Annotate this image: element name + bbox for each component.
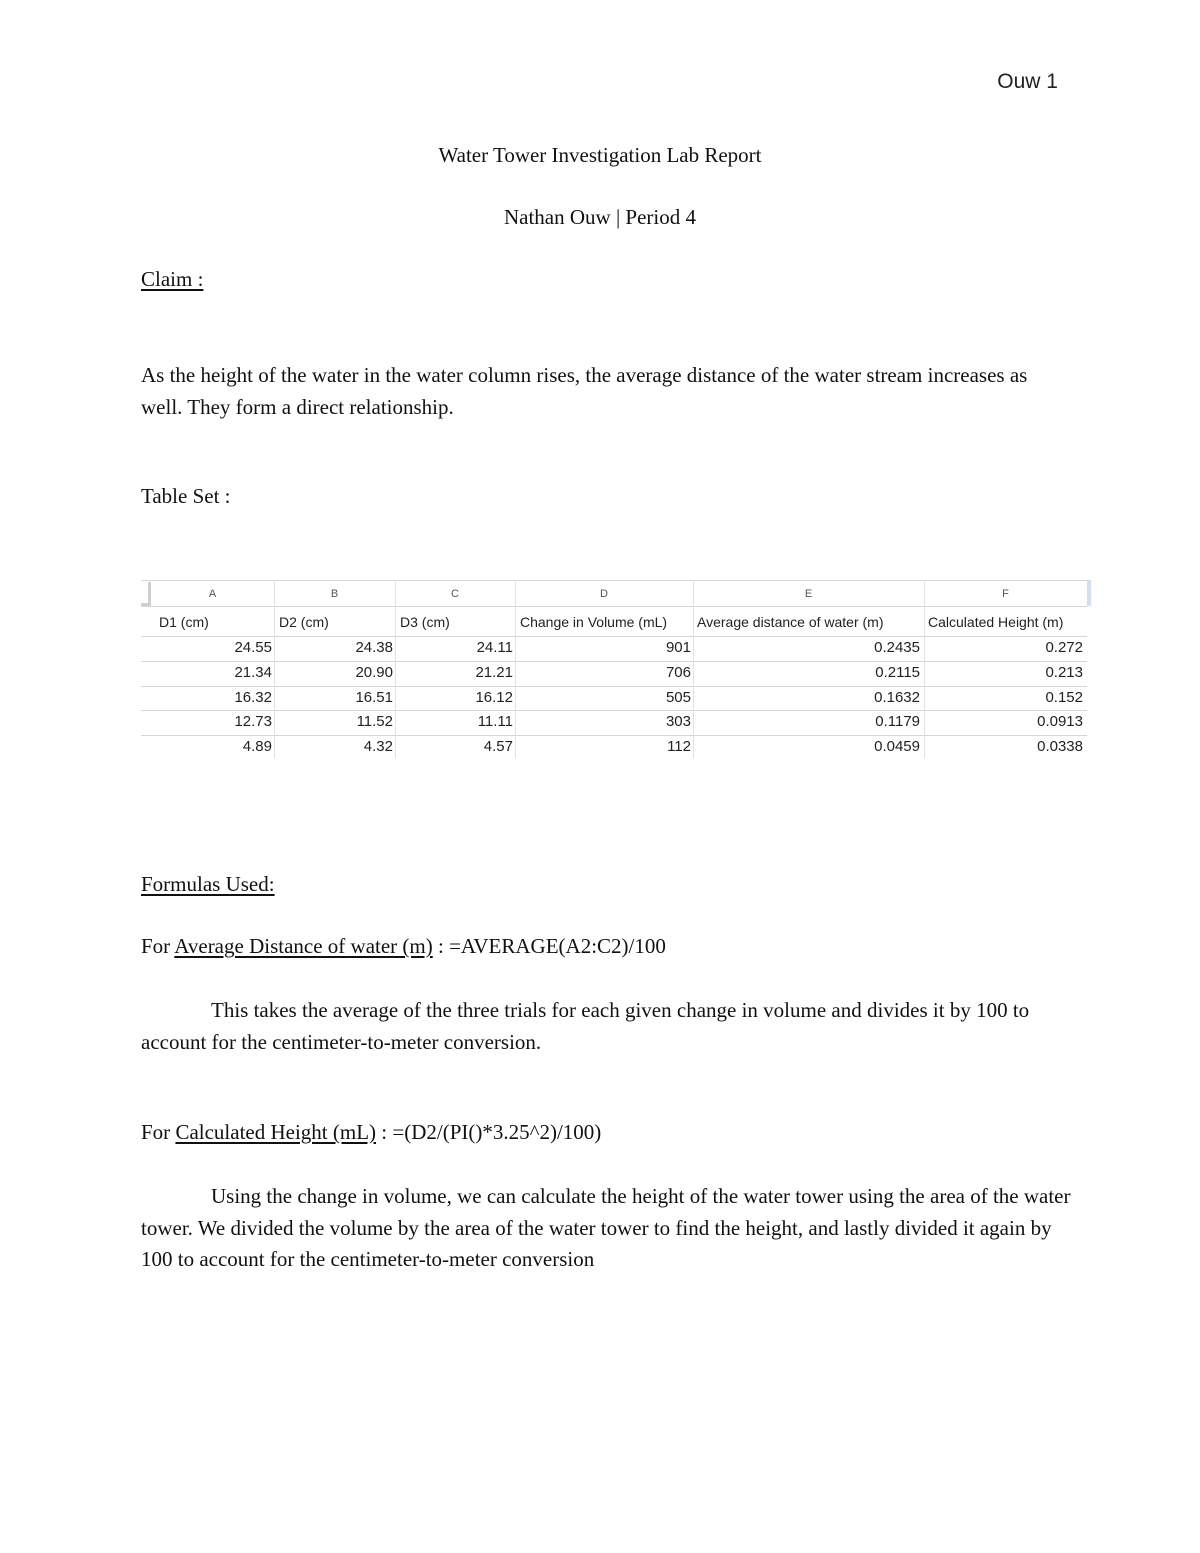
table-cell: 901: [665, 639, 691, 656]
col-header-average-distance: Average distance of water (m): [697, 614, 884, 630]
table-cell: 0.272: [1045, 639, 1083, 656]
col-letter-c: C: [451, 588, 459, 600]
table-cell: 4.89: [242, 738, 272, 755]
table-cell: 4.57: [483, 738, 513, 755]
table-cell: 505: [665, 689, 691, 706]
sheet-gridline: [141, 686, 1087, 687]
sheet-gridline: [141, 636, 1087, 637]
formula-prefix: For: [141, 934, 175, 958]
table-cell: 16.12: [475, 689, 513, 706]
table-cell: 0.2435: [874, 639, 920, 656]
table-cell: 20.90: [355, 664, 393, 681]
formulas-heading: Formulas Used:: [141, 872, 275, 896]
table-cell: 706: [665, 664, 691, 681]
sheet-gridline: [141, 735, 1087, 736]
page-header-label: Ouw 1: [997, 70, 1058, 93]
table-cell: 0.213: [1045, 664, 1083, 681]
table-cell: 0.152: [1045, 689, 1083, 706]
avg-distance-label: Average Distance of water (m): [174, 934, 433, 958]
table-cell: 21.34: [234, 664, 272, 681]
table-cell: 24.11: [476, 639, 513, 656]
table-cell: 12.73: [234, 713, 272, 730]
col-letter-e: E: [804, 588, 813, 600]
col-letter-f: F: [1002, 588, 1009, 600]
calc-height-formula: [141, 1120, 601, 1145]
avg-distance-explanation: This takes the average of the three trials for each given change in volume and divides it by 100 to account for the centimeter-to-meter conversion.: [141, 998, 1030, 1054]
table-cell: 11.52: [356, 713, 393, 730]
sheet-corner: [141, 582, 151, 606]
sheet-gridline: [141, 710, 1087, 711]
formula-prefix: For: [141, 1120, 176, 1144]
avg-distance-expression: : =AVERAGE(A2:C2)/100: [432, 934, 666, 958]
sheet-gridline: [141, 606, 1087, 607]
table-cell: 16.32: [234, 689, 272, 706]
table-cell: 11.11: [477, 713, 513, 730]
sheet-col-divider: [515, 580, 516, 758]
col-letter-b: B: [330, 588, 339, 600]
table-cell: 21.21: [475, 664, 513, 681]
table-cell: 16.51: [355, 689, 393, 706]
claim-text: As the height of the water in the water column rises, the average distance of the water stream increases as well. They form a direct relationship.: [141, 363, 1028, 419]
report-title: Water Tower Investigation Lab Report: [438, 143, 762, 167]
calc-height-expression: : =(D2/(PI()*3.25^2)/100): [376, 1120, 602, 1144]
col-header-d3: D3 (cm): [400, 614, 450, 630]
claim-heading: Claim :: [141, 267, 204, 291]
calc-height-explanation: Using the change in volume, we can calculate the height of the water tower using the area of the water tower. We divided the volume by the area of the water tower to find the height, and lastly divided it again by 100 to account for the centimeter-to-meter conversion: [141, 1184, 1071, 1271]
sheet-col-divider: [274, 580, 275, 758]
table-cell: 0.0459: [874, 738, 920, 755]
avg-distance-formula: [141, 934, 666, 959]
table-cell: 0.2115: [875, 664, 920, 681]
sheet-scroll-edge: [1087, 580, 1091, 606]
table-cell: 24.38: [355, 639, 393, 656]
col-header-d1: D1 (cm): [159, 614, 209, 630]
col-header-change-in-volume: Change in Volume (mL): [520, 614, 668, 630]
table-cell: 303: [665, 713, 691, 730]
col-header-d2: D2 (cm): [279, 614, 329, 630]
author-line: Nathan Ouw | Period 4: [503, 205, 696, 229]
calc-height-label: Calculated Height (mL): [175, 1120, 377, 1144]
sheet-col-divider: [693, 580, 694, 758]
sheet-gridline: [141, 661, 1087, 662]
data-table-snapshot: [141, 580, 1091, 758]
table-cell: 0.0338: [1037, 738, 1083, 755]
table-cell: 0.0913: [1037, 713, 1083, 730]
table-cell: 0.1632: [874, 689, 920, 706]
sheet-col-divider: [924, 580, 925, 758]
table-cell: 24.55: [234, 639, 272, 656]
col-letter-d: D: [600, 588, 608, 600]
sheet-gridline: [141, 580, 1087, 581]
col-header-calculated-height: Calculated Height (m): [928, 614, 1064, 630]
table-cell: 112: [667, 738, 691, 755]
table-cell: 0.1179: [875, 713, 920, 730]
sheet-col-divider: [395, 580, 396, 758]
col-letter-a: A: [208, 588, 217, 600]
table-set-heading: Table Set :: [141, 484, 231, 508]
table-cell: 4.32: [363, 738, 393, 755]
